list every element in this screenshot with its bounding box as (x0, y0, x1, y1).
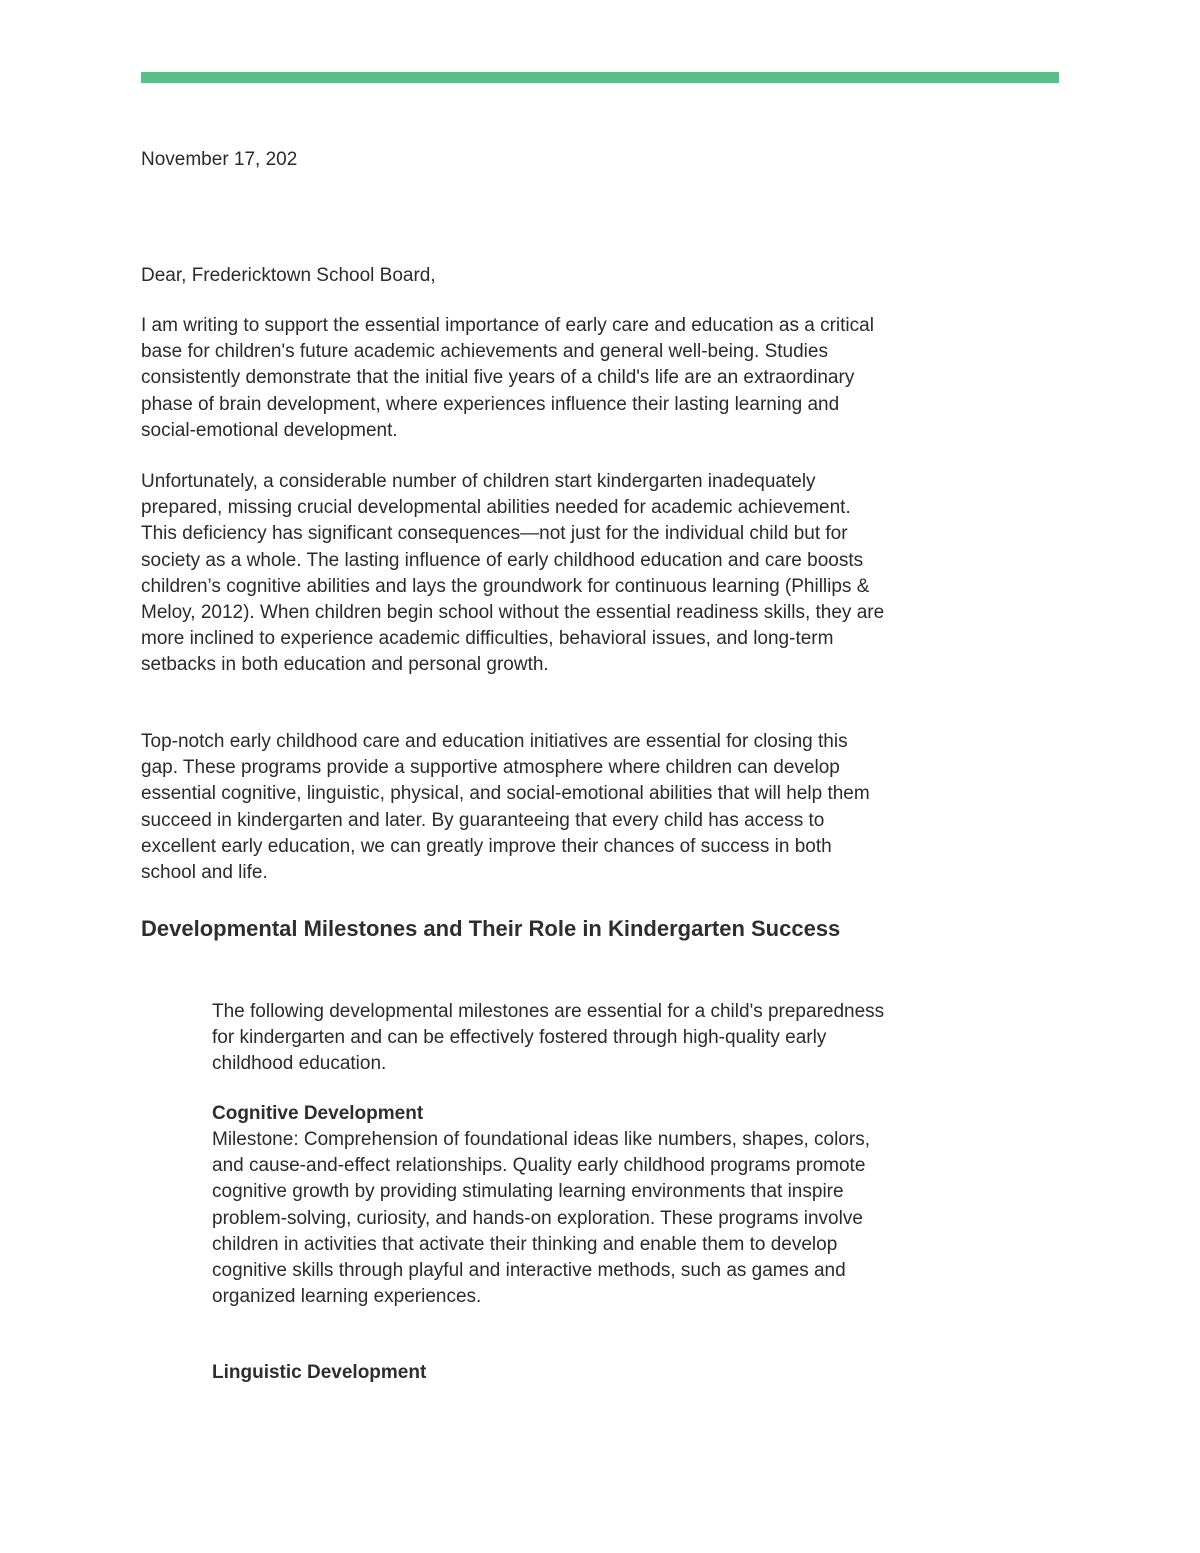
letter-paragraph-3: Top-notch early childhood care and education initiatives are essential for closing this gap. These programs provide a supportive atmosphere where children can develop essential cognitive, linguistic, physical, and social-emotional abilities that will help them succeed in kindergarten and later. By guaranteeing that every child has access to excellent early education, we can greatly improve their chances of success in both school and life. (141, 731, 870, 884)
header-accent-rule (141, 72, 1059, 83)
letter-date: November 17, 202 (141, 149, 298, 170)
linguistic-development-heading: Linguistic Development (212, 1362, 427, 1383)
cognitive-development-body: Milestone: Comprehension of foundational ideas like numbers, shapes, colors, and cause-and-effect relationships. Quality early childhood programs promote cognitive growth by providing stimulating learning environments that inspire problem-solving, curiosity, and hands-on exploration. These programs involve children in activities that activate their thinking and enable them to develop cognitive skills through playful and interactive methods, such as games and organized learning experiences. (212, 1129, 870, 1308)
letter-paragraph-1: I am writing to support the essential importance of early care and education as a critical base for children's future academic achievements and general well-being. Studies consistently demonstrate that the initial five years of a child's life are an extraordinary phase of brain development, where experiences influence their lasting learning and social-emotional development. (141, 315, 874, 441)
letter-salutation: Dear, Fredericktown School Board, (141, 265, 436, 286)
section-heading: Developmental Milestones and Their Role in Kindergarten Success (141, 916, 841, 941)
letter-paragraph-2: Unfortunately, a considerable number of children start kindergarten inadequately prepared, missing crucial developmental abilities needed for academic achievement. This deficiency has significant consequences—not just for the individual child but for society as a whole. The lasting influence of early childhood education and care boosts children’s cognitive abilities and lays the groundwork for continuous learning (Phillips & Meloy, 2012). When children begin school without the essential readiness skills, they are more inclined to experience academic difficulties, behavioral issues, and long-term setbacks in both education and personal growth. (141, 471, 885, 676)
cognitive-development-heading: Cognitive Development (212, 1103, 424, 1124)
section-intro: The following developmental milestones are essential for a child's preparedness for kindergarten and can be effectively fostered through high-quality early childhood education. (212, 1001, 885, 1075)
